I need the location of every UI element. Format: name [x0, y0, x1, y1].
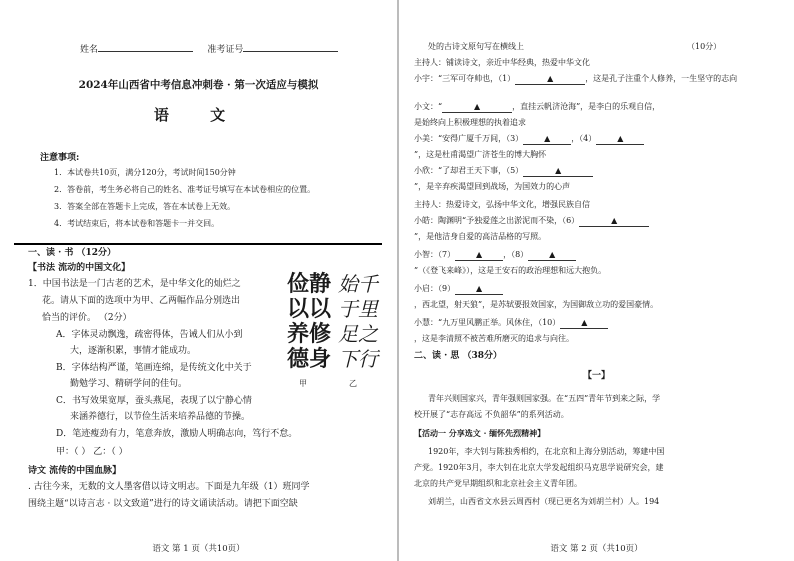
- activity-1-heading: 【活动一 分享选文 · 缅怀先烈精神】: [414, 428, 546, 438]
- note-4: 4．考试结束后，将本试卷和答题卡一并交回。: [54, 219, 220, 228]
- r-para1-1: 青年兴则国家兴，青年强则国家强。在“五四”青年节到来之际，学: [428, 394, 661, 403]
- section-1-heading: 一、读 · 书 （12分）: [28, 248, 117, 258]
- doc-title: 2024年山西省中考信息冲刺卷 · 第一次适应与模拟: [78, 79, 319, 91]
- r-wanganshi: ”（《登飞来峰》），这是王安石的政治理想和远大抱负。: [414, 266, 607, 275]
- page-footer-1: 语文 第 1 页（共10页）: [152, 544, 245, 554]
- calligraphy-yi-row-3: 足之: [338, 322, 378, 346]
- r-taoyuanming: ”，是他洁身自爱的高洁品格的写照。: [414, 232, 547, 241]
- r-para2-1: 1920年，李大钊与陈独秀相约，在北京和上海分别活动，筹建中国: [428, 447, 665, 456]
- calligraphy-jia-row-4: 德身: [287, 346, 332, 372]
- r-line-0: 处的古诗文原句写在横线上: [428, 42, 524, 51]
- section-2-heading: 二、读 · 思 （38分）: [414, 351, 503, 361]
- exam-no-field[interactable]: [243, 42, 338, 52]
- calligraphy-jia-label: 甲: [299, 379, 307, 388]
- calligraphy-yi-row-1: 始千: [338, 272, 378, 296]
- r-host-2: 主持人：热爱诗文，弘扬中华文化，增强民族自信: [414, 200, 590, 209]
- r-dufu: ”，这是杜甫渴望广济苍生的博大胸怀: [414, 150, 547, 159]
- part-label: 【一】: [582, 371, 610, 381]
- option-d-1: D．笔迹瘦劲有力，笔意奔放，激励人明确志向，笃行不怠。: [56, 429, 298, 439]
- note-3: 3．答案全部在答题卡上完成，答在本试卷上无效。: [54, 202, 236, 211]
- q2-line-2: 围绕主题“以诗言志 · 以文致道”进行的诗文诵读活动。请把下面空缺: [28, 499, 298, 509]
- r-score: （10分）: [687, 42, 722, 51]
- r-para2-2: 产党。1920年3月，李大钊在北京大学发起组织马克思学说研究会，建: [414, 463, 664, 472]
- page-2: [399, 0, 794, 561]
- calligraphy-yi-row-2: 于里: [338, 297, 378, 321]
- r-liqingzhao: ，这是李清照不被苦难所磨灭的追求与向往。: [414, 334, 574, 343]
- r-para2-4: 刘胡兰，山西省文水县云周西村（现已更名为刘胡兰村）人。194: [428, 497, 660, 506]
- r-xiaomei: 小美：“安得广厦千万间，（3） ▲ ，（4） ▲: [414, 133, 644, 145]
- blank-6[interactable]: ▲: [579, 215, 649, 227]
- q2-line-1: . 古往今来，无数的文人墨客借以诗文明志。下面是九年级（1）班同学: [28, 482, 310, 492]
- option-a-2: 大，逐渐积累，事情才能成功。: [70, 346, 197, 356]
- r-xiaohao: 小皓：陶渊明“予独爱莲之出淤泥而不染，（6） ▲: [414, 215, 649, 227]
- r-line-pursuit: 是始终向上积极理想的执着追求: [414, 118, 526, 127]
- option-a-1: A．字体灵动飘逸，疏密得体，告诫人们从小到: [56, 330, 243, 340]
- r-xiaozhi: 小智：（7） ▲ ，（8） ▲: [414, 249, 576, 261]
- subject-title: 语 文: [153, 106, 244, 124]
- q1-line-3: 恰当的评价。 （2分）: [42, 313, 132, 323]
- r-xiaohui: 小慧：“九万里风鹏正举。风休住，（10） ▲: [414, 317, 608, 329]
- r-para2-3: 北京的共产党早期组织和北京社会主义青年团。: [414, 479, 582, 488]
- note-1: 1．本试卷共10页，满分120分，考试时间150分钟: [54, 168, 236, 177]
- blank-3[interactable]: ▲: [523, 133, 571, 145]
- calligraphy-jia-row-1: 俭静: [287, 271, 332, 297]
- calligraphy-jia-row-3: 养修: [287, 321, 332, 347]
- blank-10[interactable]: ▲: [560, 317, 608, 329]
- blank-8[interactable]: ▲: [528, 249, 576, 261]
- blank-2[interactable]: ▲: [442, 101, 512, 113]
- calligraphy-yi-label: 乙: [349, 379, 357, 388]
- q1-line-1: 1．中国书法是一门古老的艺术，是中华文化的灿烂之: [28, 279, 241, 289]
- subsection-poetry: 诗文 流传的中国血脉】: [28, 466, 122, 476]
- calligraphy-yi-row-4: 下行: [338, 347, 378, 371]
- r-sushi: ，西北望，射天狼”，是苏轼要报效国家，为国御敌立功的爱国豪情。: [414, 300, 659, 309]
- r-xiaoyu: 小宇：“三军可夺帅也，（1） ▲ ，这是孔子注重个人修养，一生坚守的志向: [414, 74, 738, 83]
- r-xiaoxin: 小欣：“了却君王天下事，（5） ▲: [414, 165, 593, 177]
- notes-heading: 注意事项:: [40, 153, 80, 163]
- option-b-2: 勤勉学习、精研学问的佳句。: [70, 379, 188, 389]
- exam-no-label: 准考证号: [207, 45, 244, 55]
- section-divider: [14, 243, 382, 245]
- candidate-info-line: [80, 42, 338, 55]
- answer-line: 甲：（ ） 乙：（ ）: [56, 447, 128, 457]
- r-xinqiji: ”，是辛弃疾渴望回到战场，为国效力的心声: [414, 182, 571, 191]
- option-b-1: B．字体结构严谨，笔画连绵，是传统文化中关于: [56, 363, 252, 373]
- calligraphy-jia-row-2: 以以: [287, 296, 332, 322]
- blank-4[interactable]: ▲: [596, 133, 644, 145]
- r-xiaoqi: 小启：（9） ▲: [414, 283, 503, 295]
- blank-1[interactable]: ▲: [515, 73, 585, 85]
- r-para1-2: 校开展了“志存高远 不负韶华”的系列活动。: [414, 410, 569, 419]
- r-xiaowen: 小文：“ ▲ ，直挂云帆济沧海”，是李白的乐观自信，: [414, 102, 661, 111]
- option-c-1: C．书写效果宽厚，蚕头燕尾，表现了以宁静心情: [56, 396, 252, 406]
- blank-5[interactable]: ▲: [523, 165, 593, 177]
- q1-line-2: 花。请从下面的选项中为甲、乙两幅作品分别选出: [42, 296, 241, 306]
- name-label: 姓名: [80, 45, 99, 55]
- subsection-calligraphy: 【书法 流动的中国文化】: [28, 263, 131, 273]
- blank-9[interactable]: ▲: [455, 283, 503, 295]
- r-host-1: 主持人：铺读诗文，亲近中华经典，热爱中华文化: [414, 58, 590, 67]
- page-footer-2: 语文 第 2 页（共10页）: [550, 544, 643, 554]
- blank-7[interactable]: ▲: [455, 249, 503, 261]
- name-field[interactable]: [98, 42, 193, 52]
- option-c-2: 来涵养德行，以节俭生活来培养品德的节操。: [70, 412, 251, 422]
- note-2: 2．答卷前，考生务必将自己的姓名、准考证号填写在本试卷相应的位置。: [54, 185, 316, 194]
